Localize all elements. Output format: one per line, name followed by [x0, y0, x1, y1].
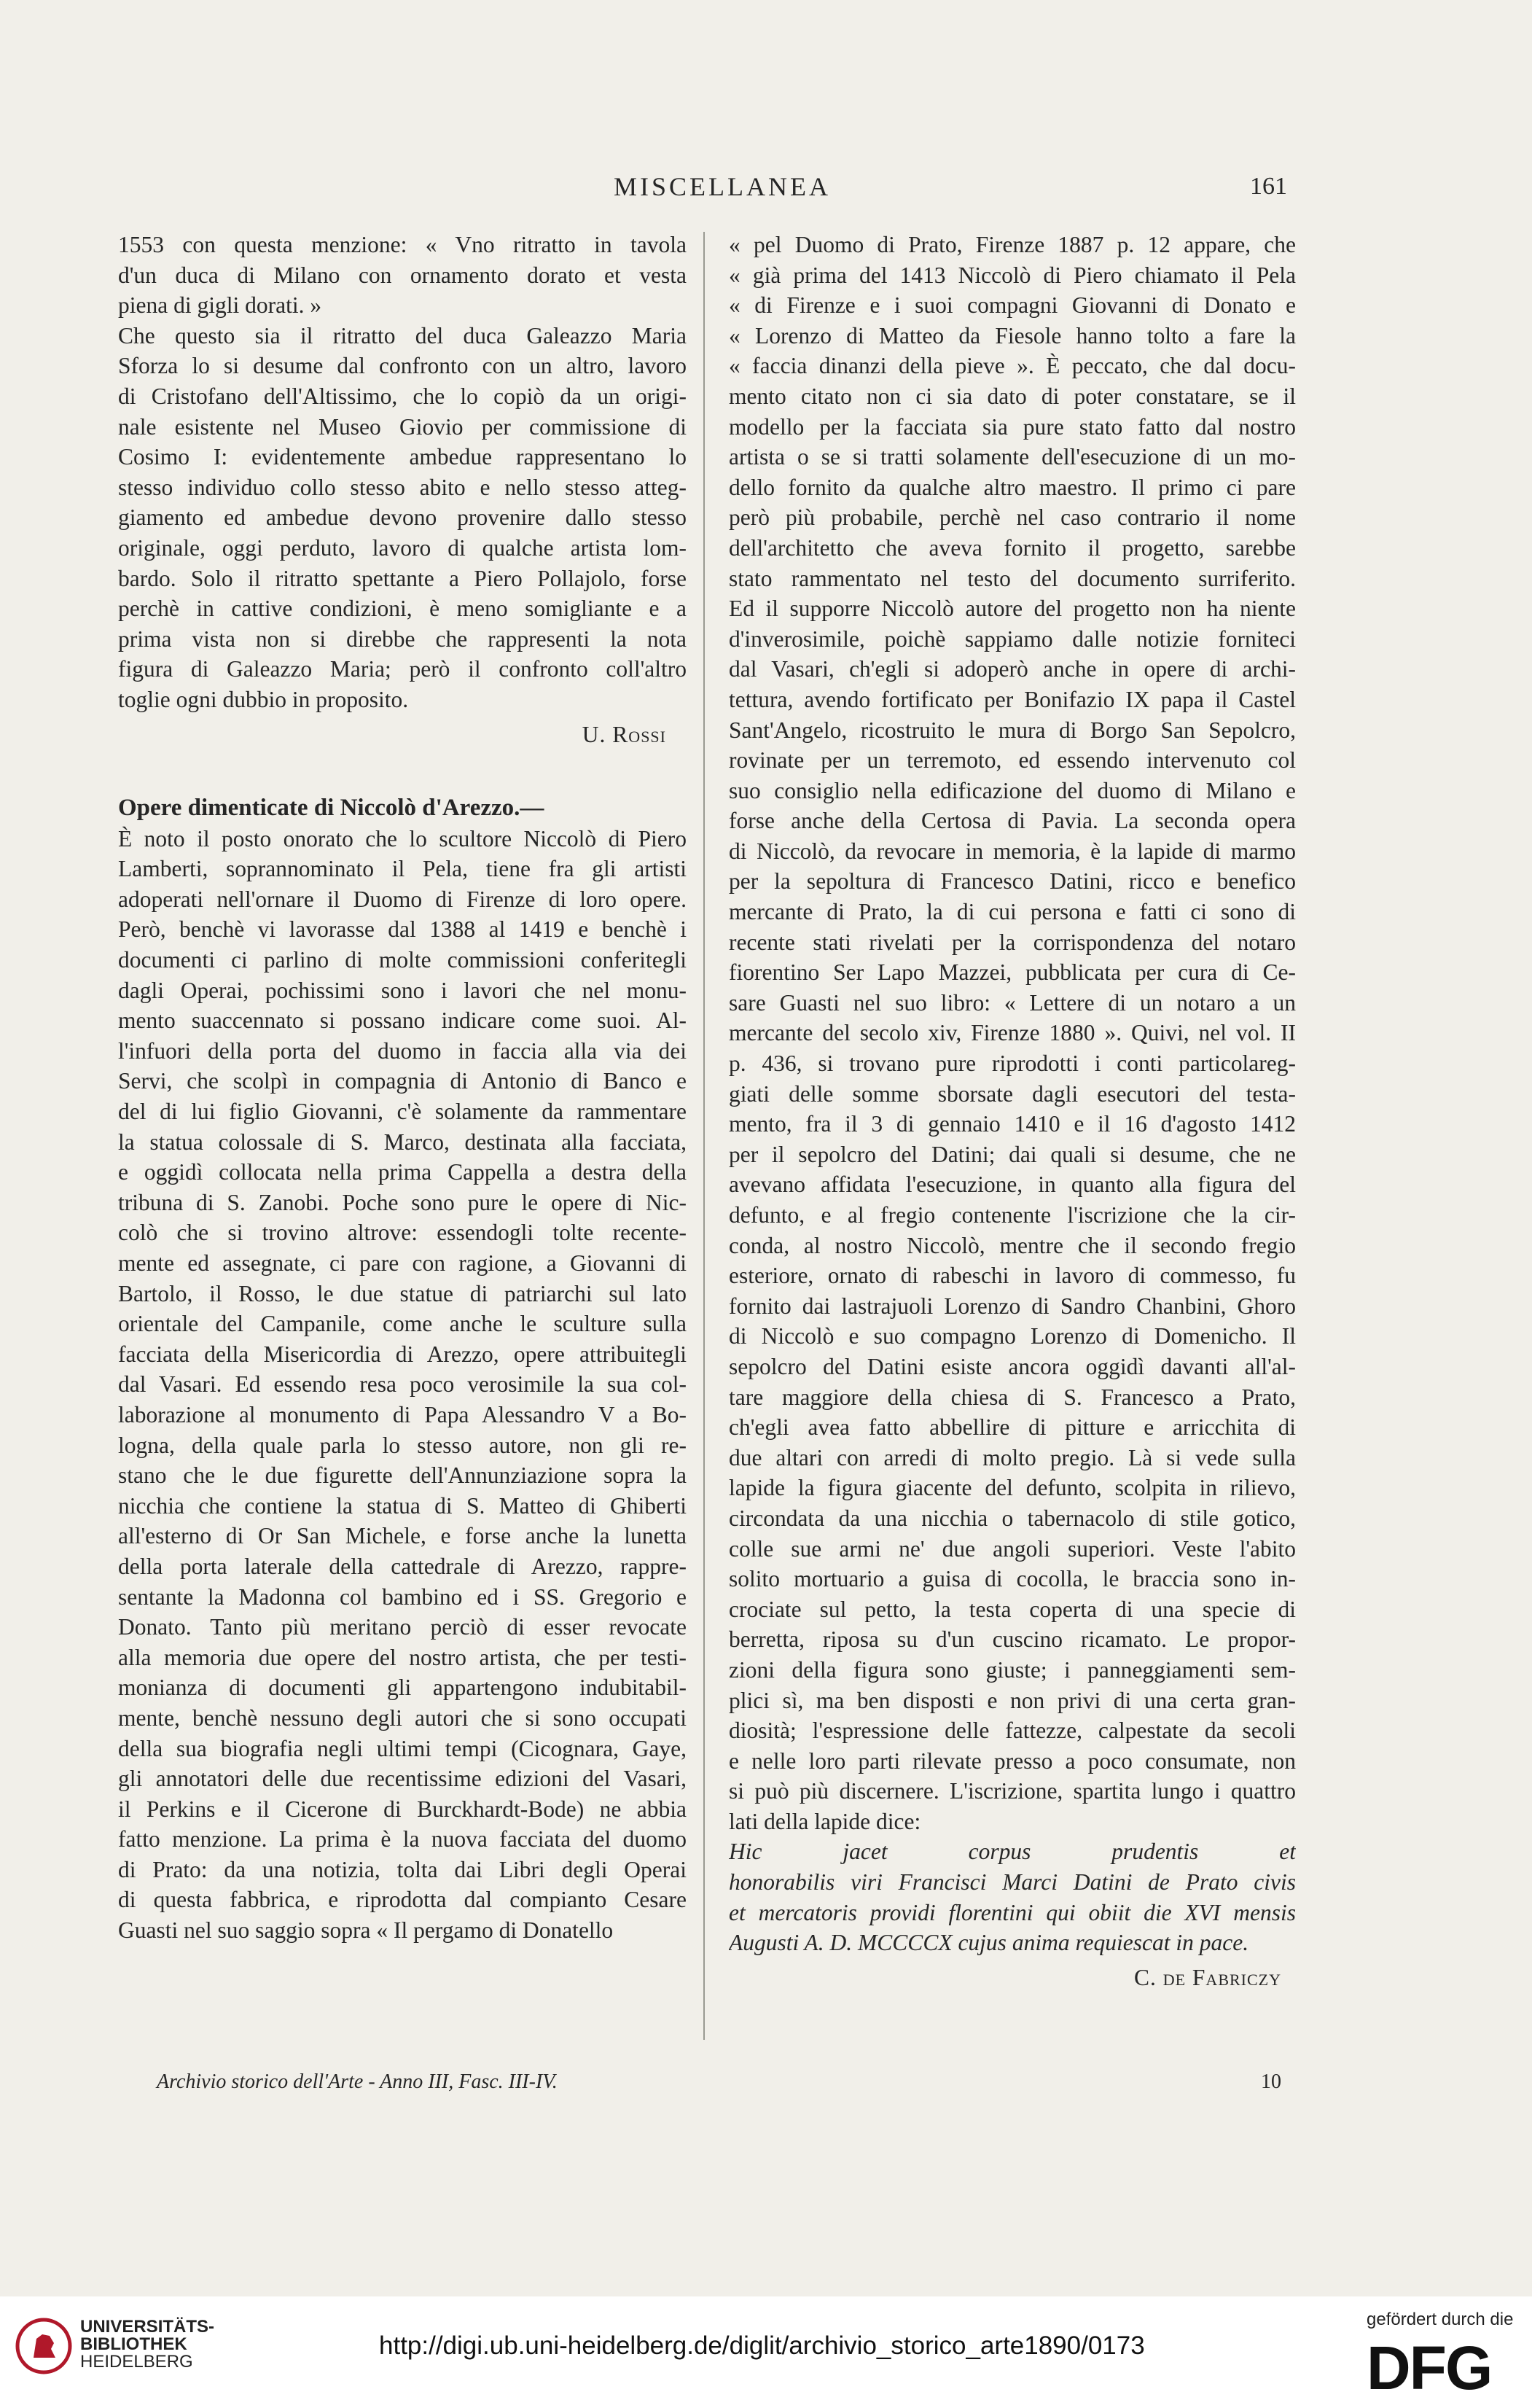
- right-column: [729, 230, 1296, 1992]
- text-line: Hic jacet corpus prudentis et: [729, 1839, 1296, 1865]
- text-line: per la sepoltura di Francesco Datini, ricco e benefico: [729, 868, 1296, 895]
- text-line: dell'architetto che aveva fornito il progetto, sarebbe: [729, 534, 1296, 561]
- text-line: nale esistente nel Museo Giovio per commissione di: [118, 413, 687, 440]
- text-line: et mercatoris providi florentini qui obiit die XVI mensis: [729, 1899, 1296, 1925]
- text-line: ch'egli avea fatto abbellire di pitture e arricchita di: [729, 1414, 1296, 1441]
- text-line: la statua colossale di S. Marco, destinata alla facciata,: [118, 1129, 687, 1155]
- text-line: lapide la figura giacente del defunto, scolpita in rilievo,: [729, 1475, 1296, 1501]
- text-line: colò che si trovino altrove: essendogli tolte recente-: [118, 1220, 687, 1246]
- text-line: dello fornito da qualche altro maestro. Il primo ci pare: [729, 474, 1296, 500]
- text-line: forse anche della Certosa di Pavia. La seconda opera: [729, 808, 1296, 834]
- text-line: originale, oggi perduto, lavoro di qualche artista lom-: [118, 534, 687, 561]
- text-line: Sant'Angelo, ricostruito le mura di Borgo San Sepolcro,: [729, 717, 1296, 743]
- text-line: bardo. Solo il ritratto spettante a Piero Pollajolo, forse: [118, 565, 687, 591]
- text-line: berretta, riposa su d'un cuscino ricamato. Le propor-: [729, 1626, 1296, 1653]
- text-line: esteriore, ornato di rabeschi in lavoro di commesso, fu: [729, 1263, 1296, 1289]
- text-line: Lamberti, soprannominato il Pela, tiene fra gli artisti: [118, 856, 687, 882]
- text-line: adoperati nell'ornare il Duomo di Firenze di loro opere.: [118, 886, 687, 912]
- text-line: mercante di Prato, la di cui persona e fatti ci sono di: [729, 899, 1296, 925]
- text-line: dal Vasari. Ed essendo resa poco verosimile la sua col-: [118, 1371, 687, 1398]
- digitization-bar: [0, 2296, 1532, 2408]
- paragraph-galeazzo-portrait: [118, 321, 687, 715]
- text-line: stato rammentato nel testo del documento surriferito.: [729, 565, 1296, 591]
- text-line: l'infuori della porta del duomo in faccia alla via dei: [118, 1037, 687, 1064]
- paragraph-prato-facade: [729, 230, 1296, 1836]
- left-column: [118, 230, 687, 1946]
- signature-rossi: U. Rossi: [582, 721, 666, 747]
- text-line: « di Firenze e i suoi compagni Giovanni di Donato e: [729, 292, 1296, 319]
- text-line: dal Vasari, ch'egli si adoperò anche in opere di archi-: [729, 656, 1296, 682]
- text-line: logna, della quale parla lo stesso autore, non gli re-: [118, 1432, 687, 1458]
- text-line: « faccia dinanzi della pieve ». È peccato, che dal docu-: [729, 353, 1296, 379]
- text-line: È noto il posto onorato che lo scultore Niccolò di Piero: [118, 825, 687, 852]
- text-line: « Lorenzo di Matteo da Fiesole hanno tolto a fare la: [729, 322, 1296, 348]
- text-line: modello per la facciata sia pure stato fatto dal nostro: [729, 413, 1296, 440]
- running-title: MISCELLANEA: [614, 172, 831, 201]
- section-spacer: [118, 749, 687, 793]
- text-line: Guasti nel suo saggio sopra « Il pergamo di Donatello: [118, 1917, 614, 1944]
- text-line: si può più discernere. L'iscrizione, spartita lungo i quattro: [729, 1778, 1296, 1804]
- signature-fabriczy: C. de Fabriczy: [1133, 1964, 1281, 1990]
- text-line: orientale del Campanile, come anche le sculture sulla: [118, 1311, 687, 1337]
- text-line: recente stati rivelati per la corrispondenza del notaro: [729, 929, 1296, 955]
- text-line: honorabilis viri Francisci Marci Datini de Prato civis: [729, 1869, 1296, 1895]
- paragraph-niccolo-arezzo: [118, 824, 687, 1946]
- text-line: per il sepolcro del Datini; dai quali si desume, che ne: [729, 1141, 1296, 1167]
- library-name: [80, 2318, 214, 2371]
- column-divider: [703, 232, 705, 2040]
- text-line: fiorentino Ser Lapo Mazzei, pubblicata per cura di Ce-: [729, 959, 1296, 986]
- text-line: Però, benchè vi lavorasse dal 1388 al 1419 e benchè i: [118, 916, 687, 943]
- text-line: avevano affidata l'esecuzione, in quanto alla figura del: [729, 1172, 1296, 1198]
- inscription-latin: [729, 1836, 1296, 1957]
- text-line: stano che le due figurette dell'Annunziazione sopra la: [118, 1462, 687, 1489]
- text-line: della sua biografia negli ultimi tempi (Cicognara, Gaye,: [118, 1735, 687, 1761]
- text-line: prima vista non si direbbe che rappresenti la nota: [118, 626, 687, 652]
- text-line: monianza di documenti gli appartengono indubitabil-: [118, 1675, 687, 1701]
- text-line: mento suaccennato si possano indicare come suoi. Al-: [118, 1008, 687, 1034]
- footer-signature-number: 10: [1261, 2070, 1281, 2093]
- running-head: [0, 171, 1532, 208]
- text-line: « pel Duomo di Prato, Firenze 1887 p. 12 appare, che: [729, 232, 1296, 257]
- section-title: [118, 793, 687, 824]
- text-line: piena di gigli dorati. »: [118, 292, 322, 319]
- text-line: giamento ed ambedue devono provenire dallo stesso: [118, 504, 687, 531]
- text-line: Che questo sia il ritratto del duca Galeazzo Maria: [118, 322, 687, 348]
- text-line: nicchia che contiene la statua di S. Matteo di Ghiberti: [118, 1492, 687, 1519]
- text-line: rovinate per un terremoto, ed essendo intervenuto col: [729, 747, 1296, 774]
- library-line-1: UNIVERSITÄTS-: [80, 2317, 215, 2337]
- text-line: di Cristofano dell'Altissimo, che lo copiò da un origi-: [118, 383, 687, 409]
- text-line: e oggidì collocata nella prima Cappella a destra della: [118, 1159, 687, 1185]
- text-line: di Prato: da una notizia, tolta dai Libri degli Operai: [118, 1856, 687, 1882]
- text-line: defunto, e al fregio contenente l'iscrizione che la cir-: [729, 1202, 1296, 1228]
- text-line: Bartolo, il Rosso, le due statue di patriarchi sul lato: [118, 1280, 687, 1306]
- text-line: mente ed assegnate, ci pare con ragione, a Giovanni di: [118, 1250, 687, 1276]
- text-line: Augusti A. D. MCCCCX cujus anima requiescat in pace.: [729, 1930, 1249, 1956]
- text-line: artista o se si tratti solamente dell'esecuzione di un mo-: [729, 444, 1296, 470]
- text-line: « già prima del 1413 Niccolò di Piero chiamato il Pela: [729, 262, 1296, 288]
- dfg-logo: DFG: [1367, 2334, 1492, 2402]
- text-line: sare Guasti nel suo libro: « Lettere di un notaro a un: [729, 989, 1296, 1016]
- text-line: alla memoria due opere del nostro artista, che per testi-: [118, 1644, 687, 1670]
- text-line: zioni della figura sono giuste; i panneggiamenti sem-: [729, 1656, 1296, 1683]
- text-line: di questa fabbrica, e riprodotta dal compianto Cesare: [118, 1887, 687, 1913]
- text-line: di Niccolò e suo compagno Lorenzo di Domenicho. Il: [729, 1323, 1296, 1349]
- text-line: Servi, che scolpì in compagnia di Antonio di Banco e: [118, 1068, 687, 1094]
- text-line: tribuna di S. Zanobi. Poche sono pure le opere di Nic-: [118, 1189, 687, 1215]
- funding-note: gefördert durch die: [1367, 2310, 1514, 2329]
- text-line: diosità; l'espressione delle fattezze, calpestate da secoli: [729, 1718, 1296, 1744]
- heidelberg-lion-seal-icon: [15, 2317, 73, 2375]
- text-line: tare maggiore della chiesa di S. Francesco a Prato,: [729, 1384, 1296, 1410]
- text-line: solito mortuario a guisa di cocolla, le braccia sono in-: [729, 1566, 1296, 1592]
- text-line: di Niccolò, da revocare in memoria, è la lapide di marmo: [729, 838, 1296, 864]
- text-line: perchè in cattive condizioni, è meno somigliante e a: [118, 596, 687, 622]
- text-line: mente, benchè nessuno degli autori che si sono occupati: [118, 1704, 687, 1731]
- text-line: Donato. Tanto più meritano perciò di esser revocate: [118, 1614, 687, 1640]
- footer-source: Archivio storico dell'Arte - Anno III, Fasc. III-IV.: [157, 2070, 558, 2093]
- text-line: e nelle loro parti rilevate presso a poco consumate, non: [729, 1747, 1296, 1774]
- text-line: p. 436, si trovano pure riprodotti i conti particolareg-: [729, 1051, 1296, 1077]
- text-line: Cosimo I: evidentemente ambedue rappresentano lo: [118, 444, 687, 470]
- page-number: 161: [1250, 173, 1287, 200]
- text-line: fatto menzione. La prima è la nuova facciata del duomo: [118, 1826, 687, 1852]
- text-line: facciata della Misericordia di Arezzo, opere attribuitegli: [118, 1341, 687, 1367]
- text-line: il Perkins e il Cicerone di Burckhardt-Bode) ne abbia: [118, 1796, 687, 1822]
- page-footer: [0, 2070, 1532, 2107]
- library-line-2: BIBLIOTHEK: [80, 2334, 187, 2354]
- text-line: plici sì, ma ben disposti e non privi di una certa gran-: [729, 1687, 1296, 1713]
- text-line: suo consiglio nella edificazione del duomo di Milano e: [729, 777, 1296, 803]
- text-line: giati delle somme sborsate dagli esecutori del testa-: [729, 1080, 1296, 1107]
- text-line: figura di Galeazzo Maria; però il confronto coll'altro: [118, 656, 687, 682]
- text-line: però più probabile, perchè nel caso contrario il nome: [729, 504, 1296, 531]
- text-line: mento, fra il 3 di gennaio 1410 e il 16 d'agosto 1412: [729, 1111, 1296, 1137]
- section-title-text: Opere dimenticate di Niccolò d'Arezzo.—: [118, 795, 544, 822]
- text-line: Ed il supporre Niccolò autore del progetto non ha niente: [729, 596, 1296, 622]
- text-line: Sforza lo si desume dal confronto con un altro, lavoro: [118, 353, 687, 379]
- text-line: documenti ci parlino di molte commissioni conferitegli: [118, 947, 687, 973]
- text-line: mento citato non ci sia dato di poter constatare, se il: [729, 383, 1296, 409]
- text-line: fornito dai lastrajuoli Lorenzo di Sandro Chanbini, Ghoro: [729, 1293, 1296, 1319]
- text-line: conda, al nostro Niccolò, mentre che il secondo fregio: [729, 1232, 1296, 1258]
- text-line: della porta laterale della cattedrale di Arezzo, rappre-: [118, 1553, 687, 1579]
- text-line: toglie ogni dubbio in proposito.: [118, 686, 409, 712]
- text-line: lati della lapide dice:: [729, 1808, 921, 1834]
- text-line: d'un duca di Milano con ornamento dorato et vesta: [118, 262, 687, 288]
- text-line: tettura, avendo fortificato per Bonifazio IX papa il Castel: [729, 686, 1296, 712]
- text-line: sentante la Madonna col bambino ed i SS. Gregorio e: [118, 1583, 687, 1610]
- text-line: crociate sul petto, la testa coperta di una specie di: [729, 1596, 1296, 1622]
- text-line: del di lui figlio Giovanni, c'è solamente da rammentare: [118, 1099, 687, 1125]
- text-line: mercante del secolo xiv, Firenze 1880 ». Quivi, nel vol. II: [729, 1020, 1296, 1046]
- text-line: sepolcro del Datini esiste ancora oggidì davanti all'al-: [729, 1353, 1296, 1379]
- text-line: dagli Operai, pochissimi sono i lavori che nel monu-: [118, 977, 687, 1003]
- text-line: circondata da una nicchia o tabernacolo di stile gotico,: [729, 1505, 1296, 1531]
- permalink-url[interactable]: http://digi.ub.uni-heidelberg.de/diglit/archivio_storico_arte1890/0173: [379, 2331, 1145, 2360]
- text-line: gli annotatori delle due recentissime edizioni del Vasari,: [118, 1766, 687, 1792]
- text-line: colle sue armi ne' due angoli superiori. Veste l'abito: [729, 1535, 1296, 1562]
- text-line: d'inverosimile, poichè sappiamo dalle notizie forniteci: [729, 626, 1296, 652]
- text-line: due altari con arredi di molto pregio. Là si vede sulla: [729, 1444, 1296, 1470]
- text-line: stesso individuo collo stesso abito e nello stesso atteg-: [118, 474, 687, 500]
- text-line: all'esterno di Or San Michele, e forse anche la lunetta: [118, 1523, 687, 1549]
- library-line-3: HEIDELBERG: [80, 2352, 193, 2372]
- text-line: 1553 con questa menzione: « Vno ritratto in tavola: [118, 232, 687, 257]
- paragraph-portrait-mention: [118, 230, 687, 321]
- text-line: laborazione al monumento di Papa Alessandro V a Bo-: [118, 1401, 687, 1427]
